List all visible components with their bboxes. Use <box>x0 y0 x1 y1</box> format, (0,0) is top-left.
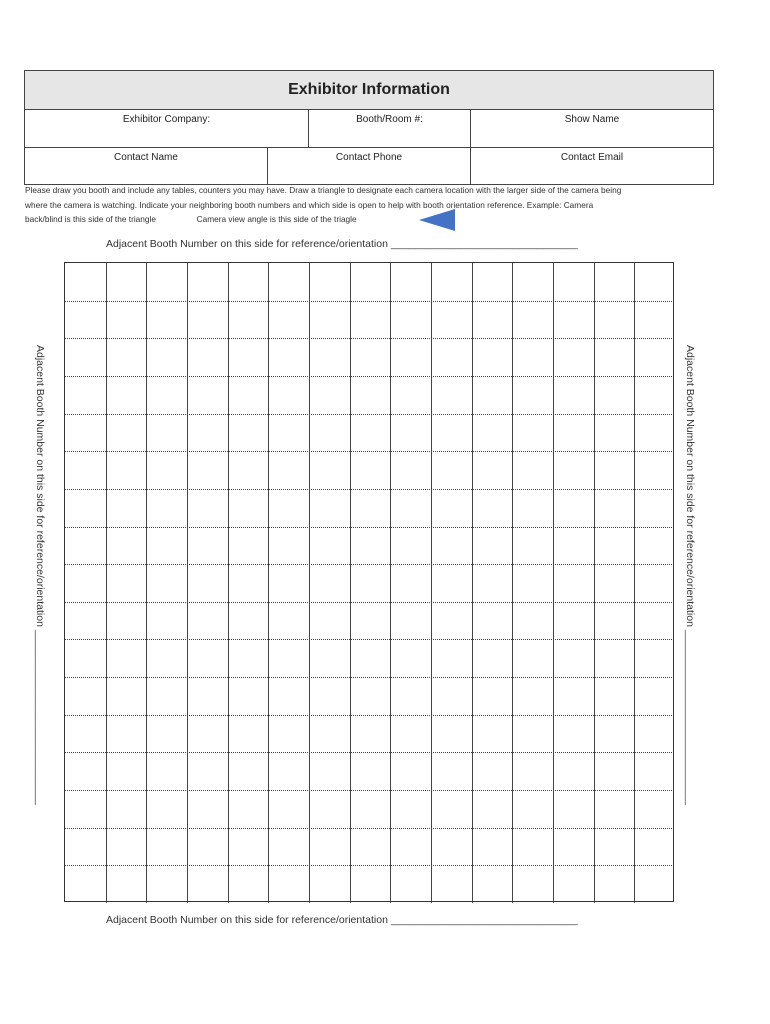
instruction-line-2: where the camera is watching. Indicate your neighboring booth numbers and which side is open to help with booth orientation reference. Example: Camera <box>25 199 594 210</box>
instruction-line-1: Please draw you booth and include any tables, counters you may have. Draw a triangle to designate each camera location with the larger side of the camera being <box>25 185 622 195</box>
instruction-back-side: back/blind is this side of the triangle <box>25 214 156 224</box>
camera-triangle-icon <box>419 209 459 235</box>
info-row-1 <box>25 110 713 148</box>
adjacent-booth-top: Adjacent Booth Number on this side for reference/orientation ________________________________ <box>106 238 578 250</box>
info-row-2 <box>25 148 713 184</box>
form-title: Exhibitor Information <box>25 71 713 110</box>
instruction-view-side: Camera view angle is this side of the triagle <box>196 214 357 224</box>
exhibitor-info-table <box>24 70 714 185</box>
instruction-line-3 <box>25 212 695 227</box>
adjacent-booth-bottom: Adjacent Booth Number on this side for reference/orientation ________________________________ <box>106 914 578 926</box>
adjacent-booth-left: Adjacent Booth Number on this side for reference/orientation ______________________________ <box>34 345 46 806</box>
booth-drawing-grid[interactable] <box>64 262 674 902</box>
grid-lines <box>65 263 675 903</box>
adjacent-booth-right: Adjacent Booth Number on this side for reference/orientation ______________________________ <box>684 345 696 806</box>
contact-phone-field[interactable]: Contact Phone <box>268 148 471 184</box>
contact-name-field[interactable]: Contact Name <box>25 148 268 184</box>
exhibitor-company-field[interactable]: Exhibitor Company: <box>25 110 309 147</box>
contact-email-field[interactable]: Contact Email <box>560 152 624 163</box>
instructions-text <box>25 183 695 227</box>
show-name-field[interactable]: Show Name <box>564 114 620 125</box>
booth-room-field[interactable]: Booth/Room #: <box>309 110 471 147</box>
